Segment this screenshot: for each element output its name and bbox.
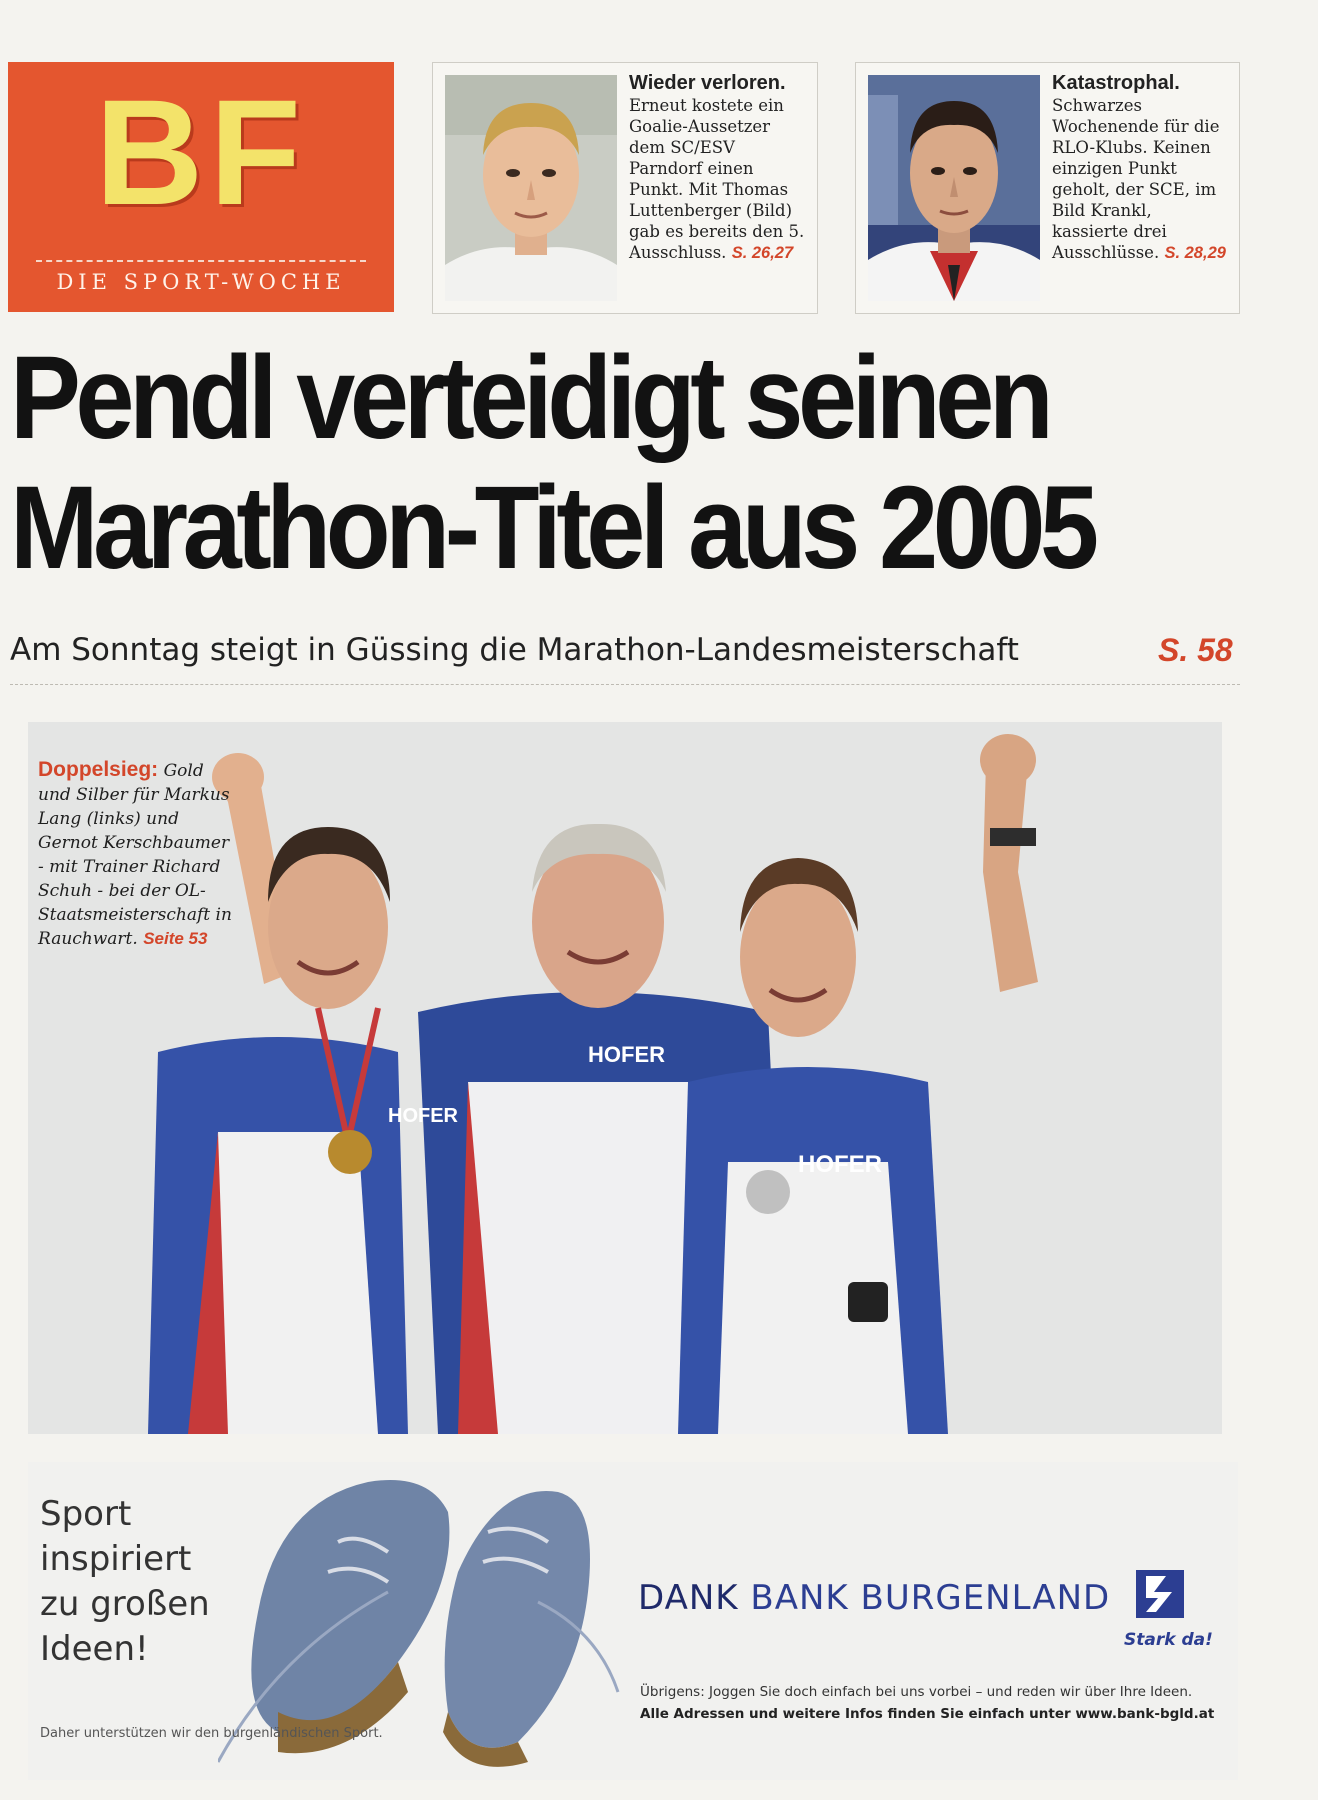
lead-page-reference[interactable]: S. 58 (1158, 632, 1233, 668)
masthead-tagline: DIE SPORT-WOCHE (56, 270, 346, 294)
photo-caption (38, 758, 238, 951)
lead-headline (10, 333, 1180, 593)
teaser-headline: Katastrophal. (1052, 72, 1180, 94)
bank-dank: DANK (638, 1578, 739, 1618)
ad-body-text: Übrigens: Joggen Sie doch einfach bei uns vorbei – und reden wir über Ihre Ideen. (640, 1684, 1193, 1700)
teaser-portrait-photo (445, 75, 617, 301)
ad-slogan (40, 1492, 300, 1672)
masthead (8, 62, 394, 312)
bank-advertisement (28, 1462, 1238, 1780)
bank-logo-icon (1136, 1570, 1184, 1618)
masthead-logo: BF (95, 68, 307, 236)
section-divider (10, 684, 1240, 685)
lead-headline-line: Pendl verteidigt seinen (10, 332, 1049, 464)
caption-body: Gold und Silber für Markus Lang (links) und Gernot Kerschbaumer - mit Trainer Richard Schuh - bei der OL-Staatsmeisterschaft in Rauchwart. (38, 761, 232, 949)
teaser-page-reference[interactable]: S. 28,29 (1164, 244, 1226, 262)
lead-subline: Am Sonntag steigt in Güssing die Marathon-Landesmeisterschaft (10, 632, 1019, 668)
ad-slogan-line: Ideen! (40, 1629, 149, 1669)
bank-name (638, 1578, 1110, 1618)
teaser-text (1052, 73, 1231, 264)
bank-claim: Stark da! (1124, 1630, 1213, 1650)
teaser-body: Schwarzes Wochenende für die RLO-Klubs. Keinen einzigen Punkt geholt, der SCE, im Bild Krankl, kassierte drei Ausschlüsse. (1052, 96, 1220, 262)
teaser-box (855, 62, 1240, 314)
ad-slogan-line: Sport (40, 1494, 132, 1534)
ad-slogan-line: zu großen (40, 1584, 210, 1624)
ad-support-text: Daher unterstützen wir den burgenländischen Sport. (40, 1726, 383, 1741)
bank-name-text: BANK BURGENLAND (750, 1578, 1111, 1618)
masthead-divider (36, 260, 366, 262)
jersey-sponsor-text: HOFER (388, 1105, 458, 1127)
teaser-headline: Wieder verloren. (629, 72, 786, 94)
ad-slogan-line: inspiriert (40, 1539, 192, 1579)
lead-headline-line: Marathon-Titel aus 2005 (10, 462, 1094, 594)
ad-contact-text[interactable]: Alle Adressen und weitere Infos finden Sie einfach unter www.bank-bgld.at (640, 1706, 1215, 1722)
teaser-text (629, 73, 809, 264)
jersey-sponsor-text: HOFER (588, 1042, 665, 1067)
teaser-body: Erneut kostete ein Goalie-Aussetzer dem SC/ESV Parndorf einen Punkt. Mit Thomas Luttenberger (Bild) gab es bereits den 5. Ausschluss. (629, 96, 805, 262)
teaser-portrait-photo (868, 75, 1040, 301)
jersey-sponsor-text: HOFER (798, 1151, 882, 1178)
caption-headline: Doppelsieg: (38, 758, 159, 781)
caption-page-reference[interactable]: Seite 53 (143, 929, 208, 948)
teaser-box (432, 62, 818, 314)
teaser-page-reference[interactable]: S. 26,27 (731, 244, 794, 262)
